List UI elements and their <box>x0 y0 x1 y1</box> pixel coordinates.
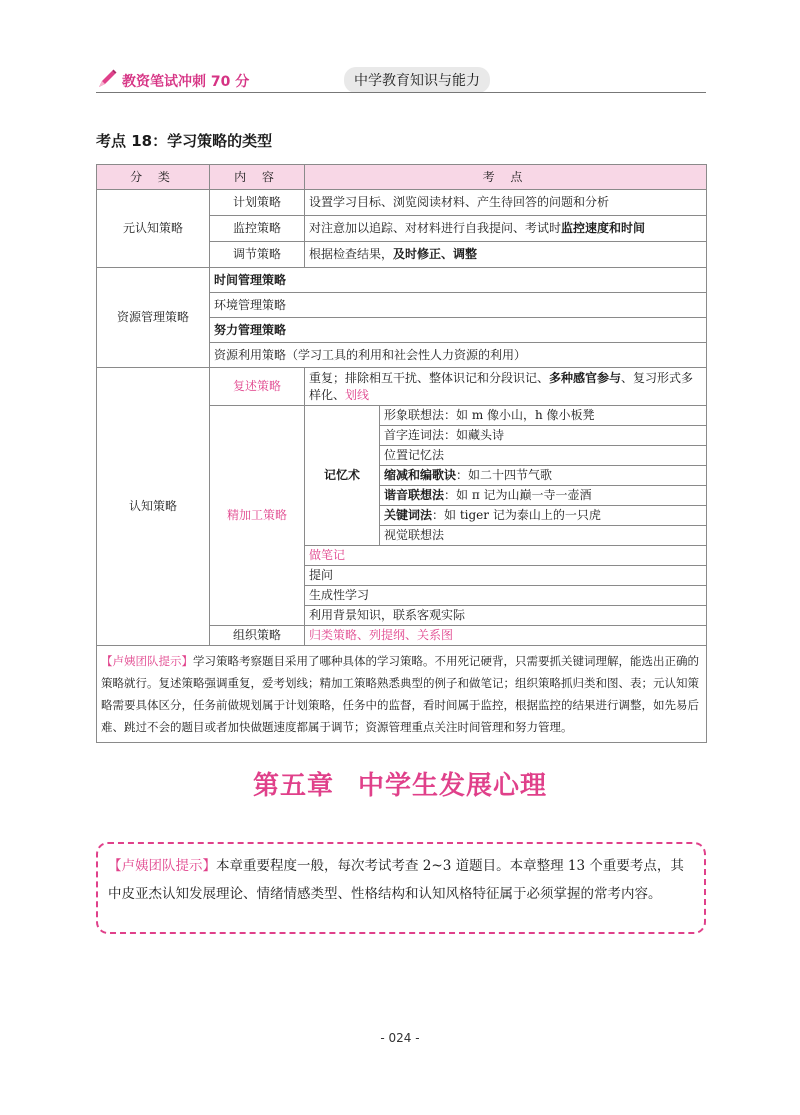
table-row <box>97 190 707 216</box>
content-organization: 组织策略 <box>210 626 305 646</box>
elaboration-notes: 做笔记 <box>305 546 707 566</box>
point-plan: 设置学习目标、浏览阅读材料、产生待回答的问题和分析 <box>305 190 707 216</box>
chapter-tip-box <box>96 842 706 934</box>
strategy-table <box>96 164 707 743</box>
content-plan: 计划策略 <box>210 190 305 216</box>
memory-label: 记忆术 <box>305 406 380 546</box>
header-content: 内 容 <box>210 165 305 190</box>
header-category: 分 类 <box>97 165 210 190</box>
chapter-number: 第五章 <box>252 771 334 801</box>
page-number: - 024 - <box>380 1031 420 1045</box>
pencil-icon <box>96 68 118 90</box>
resource-environment: 环境管理策略 <box>210 293 707 318</box>
elaboration-generative: 生成性学习 <box>305 586 707 606</box>
content-elaboration: 精加工策略 <box>210 406 305 626</box>
table-tip <box>97 646 707 743</box>
point-monitor-text: 对注意加以追踪、对材料进行自我提问、考试时 <box>309 221 562 235</box>
point-monitor-key: 监控速度和时间 <box>561 221 646 235</box>
point-organization: 归类策略、列提纲、关系图 <box>305 626 707 646</box>
rehearsal-text-d: 划线 <box>345 387 370 402</box>
page-header <box>96 64 706 94</box>
table-row <box>97 646 707 743</box>
rehearsal-text-a: 重复；排除相互干扰、整体识记和分段识记、 <box>309 370 550 385</box>
resource-effort: 努力管理策略 <box>210 318 707 343</box>
memory-item: 视觉联想法 <box>380 526 707 546</box>
chapter-name: 中学生发展心理 <box>358 771 548 801</box>
table-row <box>97 268 707 293</box>
chapter-tip-tag: 【卢姨团队提示】 <box>108 858 216 874</box>
category-metacognitive: 元认知策略 <box>97 190 210 268</box>
chapter-title <box>0 765 800 802</box>
content-rehearsal: 复述策略 <box>210 368 305 406</box>
memory-item: 位置记忆法 <box>380 446 707 466</box>
elaboration-background: 利用背景知识，联系客观实际 <box>305 606 707 626</box>
resource-utilization: 资源利用策略（学习工具的利用和社会性人力资源的利用） <box>210 343 707 368</box>
point-rehearsal <box>305 368 707 406</box>
table-row <box>97 368 707 406</box>
header-point: 考 点 <box>305 165 707 190</box>
point-monitor <box>305 216 707 242</box>
category-resource: 资源管理策略 <box>97 268 210 368</box>
content-monitor: 监控策略 <box>210 216 305 242</box>
section-title: 考点 18：学习策略的类型 <box>96 132 273 150</box>
rehearsal-text-c: 、复习形式多样化、 <box>309 370 694 402</box>
header-rule <box>96 92 706 93</box>
rehearsal-text-b: 多种感官参与 <box>549 370 622 385</box>
table-header-row <box>97 165 707 190</box>
resource-time: 时间管理策略 <box>210 268 707 293</box>
table-tip-text: 学习策略考察题目采用了哪种具体的学习策略。不用死记硬背，只需要抓关键词理解，能选出正确的策略就行。复述策略强调重复，爱考划线；精加工策略熟悉典型的例子和做笔记；组织策略抓归类和图、表；元认知策略需要具体区分，任务前做规划属于计划策略，任务中的监督，看时间属于监控，根据监控的结果进行调整，如先易后难、跳过不会的题目或者加快做题速度都属于调节；资源管理重点关注时间管理和努力管理。 <box>101 654 699 734</box>
header-subject: 中学教育知识与能力 <box>344 67 490 93</box>
memory-item: 首字连词法：如藏头诗 <box>380 426 707 446</box>
memory-item: 关键词法：如 tiger 记为泰山上的一只虎 <box>380 506 707 526</box>
chapter-tip-text: 本章重要程度一般，每次考试考查 2~3 道题目。本章整理 13 个重要考点，其中皮亚杰认知发展理论、情绪情感类型、性格结构和认知风格特征属于必须掌握的常考内容。 <box>108 858 684 902</box>
memory-item: 缩减和编歌诀：如二十四节气歌 <box>380 466 707 486</box>
memory-item: 形象联想法：如 m 像小山，h 像小板凳 <box>380 406 707 426</box>
category-cognitive: 认知策略 <box>97 368 210 646</box>
memory-item: 谐音联想法：如 π 记为山巅一寺一壶酒 <box>380 486 707 506</box>
content-regulate: 调节策略 <box>210 242 305 268</box>
elaboration-questioning: 提问 <box>305 566 707 586</box>
point-regulate-text: 根据检查结果， <box>309 247 394 261</box>
point-regulate-key: 及时修正、调整 <box>393 247 478 261</box>
point-regulate <box>305 242 707 268</box>
table-tip-tag: 【卢姨团队提示】 <box>101 654 193 668</box>
header-brand: 教资笔试冲刺 70 分 <box>122 74 250 90</box>
